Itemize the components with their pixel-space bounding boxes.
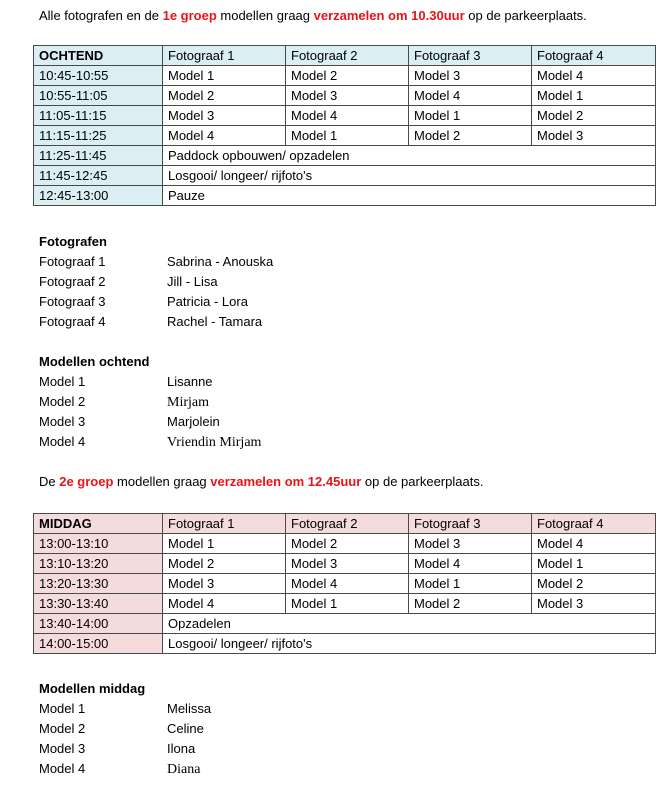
list-value: Rachel - Tamara bbox=[167, 314, 263, 329]
table-cell: Model 1 bbox=[163, 66, 286, 86]
table-row bbox=[34, 166, 656, 186]
list-item bbox=[39, 312, 262, 332]
list-label: Model 2 bbox=[39, 721, 86, 736]
list-value: Vriendin Mirjam bbox=[167, 435, 262, 450]
table-cell: Model 1 bbox=[532, 86, 656, 106]
time-cell: 14:00-15:00 bbox=[34, 634, 163, 654]
list-value: Ilona bbox=[167, 741, 196, 756]
table-cell: Model 2 bbox=[163, 86, 286, 106]
table-cell: Model 3 bbox=[286, 554, 409, 574]
list-label: Model 4 bbox=[39, 761, 86, 776]
table-cell: Model 3 bbox=[409, 534, 532, 554]
table-cell: Model 3 bbox=[532, 126, 656, 146]
table-cell: Model 3 bbox=[532, 594, 656, 614]
list-item bbox=[39, 432, 261, 452]
table-cell: Model 2 bbox=[286, 534, 409, 554]
list-label: Model 3 bbox=[39, 741, 86, 756]
list-label: Fotograaf 2 bbox=[39, 274, 106, 289]
table-row bbox=[34, 554, 656, 574]
list-label: Model 4 bbox=[39, 434, 86, 449]
table-cell: Model 3 bbox=[409, 66, 532, 86]
list-item bbox=[39, 392, 209, 412]
photographers-title: Fotografen bbox=[39, 234, 107, 249]
list-value: Sabrina - Anouska bbox=[167, 254, 274, 269]
list-label: Model 3 bbox=[39, 414, 86, 429]
list-label: Model 1 bbox=[39, 701, 86, 716]
list-label: Model 2 bbox=[39, 394, 86, 409]
table-cell: Model 3 bbox=[163, 574, 286, 594]
table-cell: Model 4 bbox=[409, 86, 532, 106]
list-item bbox=[39, 719, 204, 739]
table-cell: Model 3 bbox=[286, 86, 409, 106]
intro-text-segment: modellen graag bbox=[216, 8, 314, 23]
table-header-cell: OCHTEND bbox=[34, 46, 163, 66]
table-cell: Model 1 bbox=[409, 574, 532, 594]
list-value: Mirjam bbox=[167, 395, 209, 410]
table-row bbox=[34, 594, 656, 614]
intro-text-segment: op de parkeerplaats. bbox=[361, 474, 484, 489]
table-header-cell: Fotograaf 4 bbox=[532, 46, 656, 66]
time-cell: 13:00-13:10 bbox=[34, 534, 163, 554]
table-cell: Model 2 bbox=[409, 594, 532, 614]
table-row bbox=[34, 146, 656, 166]
table-row bbox=[34, 634, 656, 654]
time-cell: 12:45-13:00 bbox=[34, 186, 163, 206]
activity-cell: Paddock opbouwen/ opzadelen bbox=[163, 146, 656, 166]
table-header-row bbox=[34, 514, 656, 534]
table-cell: Model 2 bbox=[532, 574, 656, 594]
activity-cell: Losgooi/ longeer/ rijfoto's bbox=[163, 166, 656, 186]
table-cell: Model 2 bbox=[163, 554, 286, 574]
list-item bbox=[39, 252, 273, 272]
table-cell: Model 2 bbox=[532, 106, 656, 126]
table-row bbox=[34, 106, 656, 126]
table-cell: Model 4 bbox=[163, 126, 286, 146]
intro-text-segment: Alle fotografen en de bbox=[39, 8, 163, 23]
intro-text-segment: op de parkeerplaats. bbox=[464, 8, 587, 23]
list-item bbox=[39, 699, 211, 719]
time-cell: 10:55-11:05 bbox=[34, 86, 163, 106]
meeting-time-highlight: verzamelen om 12.45uur bbox=[210, 474, 362, 489]
time-cell: 11:45-12:45 bbox=[34, 166, 163, 186]
afternoon-intro-text bbox=[39, 473, 483, 491]
list-item bbox=[39, 759, 200, 779]
afternoon-schedule-table bbox=[33, 513, 656, 654]
list-value: Celine bbox=[167, 721, 204, 736]
table-header-row bbox=[34, 46, 656, 66]
time-cell: 13:10-13:20 bbox=[34, 554, 163, 574]
list-item bbox=[39, 272, 218, 292]
table-header-cell: Fotograaf 3 bbox=[409, 46, 532, 66]
time-cell: 11:25-11:45 bbox=[34, 146, 163, 166]
table-cell: Model 4 bbox=[409, 554, 532, 574]
time-cell: 11:15-11:25 bbox=[34, 126, 163, 146]
list-value: Jill - Lisa bbox=[167, 274, 218, 289]
table-row bbox=[34, 86, 656, 106]
list-item bbox=[39, 412, 220, 432]
table-cell: Model 1 bbox=[286, 594, 409, 614]
list-label: Fotograaf 3 bbox=[39, 294, 106, 309]
table-cell: Model 2 bbox=[286, 66, 409, 86]
activity-cell: Pauze bbox=[163, 186, 656, 206]
list-value: Diana bbox=[167, 762, 201, 777]
time-cell: 13:20-13:30 bbox=[34, 574, 163, 594]
list-label: Model 1 bbox=[39, 374, 86, 389]
time-cell: 13:30-13:40 bbox=[34, 594, 163, 614]
group-highlight: 2e groep bbox=[59, 474, 114, 489]
list-value: Melissa bbox=[167, 701, 212, 716]
activity-cell: Opzadelen bbox=[163, 614, 656, 634]
table-row bbox=[34, 186, 656, 206]
list-item bbox=[39, 739, 195, 759]
table-header-cell: Fotograaf 4 bbox=[532, 514, 656, 534]
table-header-cell: Fotograaf 2 bbox=[286, 46, 409, 66]
table-cell: Model 4 bbox=[286, 106, 409, 126]
list-value: Marjolein bbox=[167, 414, 220, 429]
table-cell: Model 1 bbox=[409, 106, 532, 126]
morning-intro-text bbox=[39, 7, 587, 25]
table-cell: Model 3 bbox=[163, 106, 286, 126]
models-morning-title: Modellen ochtend bbox=[39, 354, 150, 369]
group-highlight: 1e groep bbox=[162, 8, 217, 23]
table-cell: Model 1 bbox=[163, 534, 286, 554]
intro-text-segment: De bbox=[39, 474, 60, 489]
models-afternoon-title: Modellen middag bbox=[39, 681, 146, 696]
list-item bbox=[39, 292, 248, 312]
intro-text-segment: modellen graag bbox=[113, 474, 211, 489]
table-cell: Model 4 bbox=[532, 66, 656, 86]
table-header-cell: Fotograaf 3 bbox=[409, 514, 532, 534]
table-cell: Model 2 bbox=[409, 126, 532, 146]
table-row bbox=[34, 534, 656, 554]
list-value: Lisanne bbox=[167, 374, 213, 389]
table-row bbox=[34, 66, 656, 86]
list-value: Patricia - Lora bbox=[167, 294, 248, 309]
list-item bbox=[39, 372, 213, 392]
table-header-cell: Fotograaf 2 bbox=[286, 514, 409, 534]
activity-cell: Losgooi/ longeer/ rijfoto's bbox=[163, 634, 656, 654]
time-cell: 13:40-14:00 bbox=[34, 614, 163, 634]
table-cell: Model 4 bbox=[286, 574, 409, 594]
table-cell: Model 4 bbox=[532, 534, 656, 554]
table-cell: Model 1 bbox=[286, 126, 409, 146]
table-header-cell: MIDDAG bbox=[34, 514, 163, 534]
list-label: Fotograaf 4 bbox=[39, 314, 106, 329]
table-header-cell: Fotograaf 1 bbox=[163, 46, 286, 66]
table-header-cell: Fotograaf 1 bbox=[163, 514, 286, 534]
time-cell: 11:05-11:15 bbox=[34, 106, 163, 126]
table-row bbox=[34, 126, 656, 146]
time-cell: 10:45-10:55 bbox=[34, 66, 163, 86]
meeting-time-highlight: verzamelen om 10.30uur bbox=[313, 8, 465, 23]
table-row bbox=[34, 574, 656, 594]
table-row bbox=[34, 614, 656, 634]
morning-schedule-table bbox=[33, 45, 656, 206]
list-label: Fotograaf 1 bbox=[39, 254, 106, 269]
table-cell: Model 1 bbox=[532, 554, 656, 574]
table-cell: Model 4 bbox=[163, 594, 286, 614]
